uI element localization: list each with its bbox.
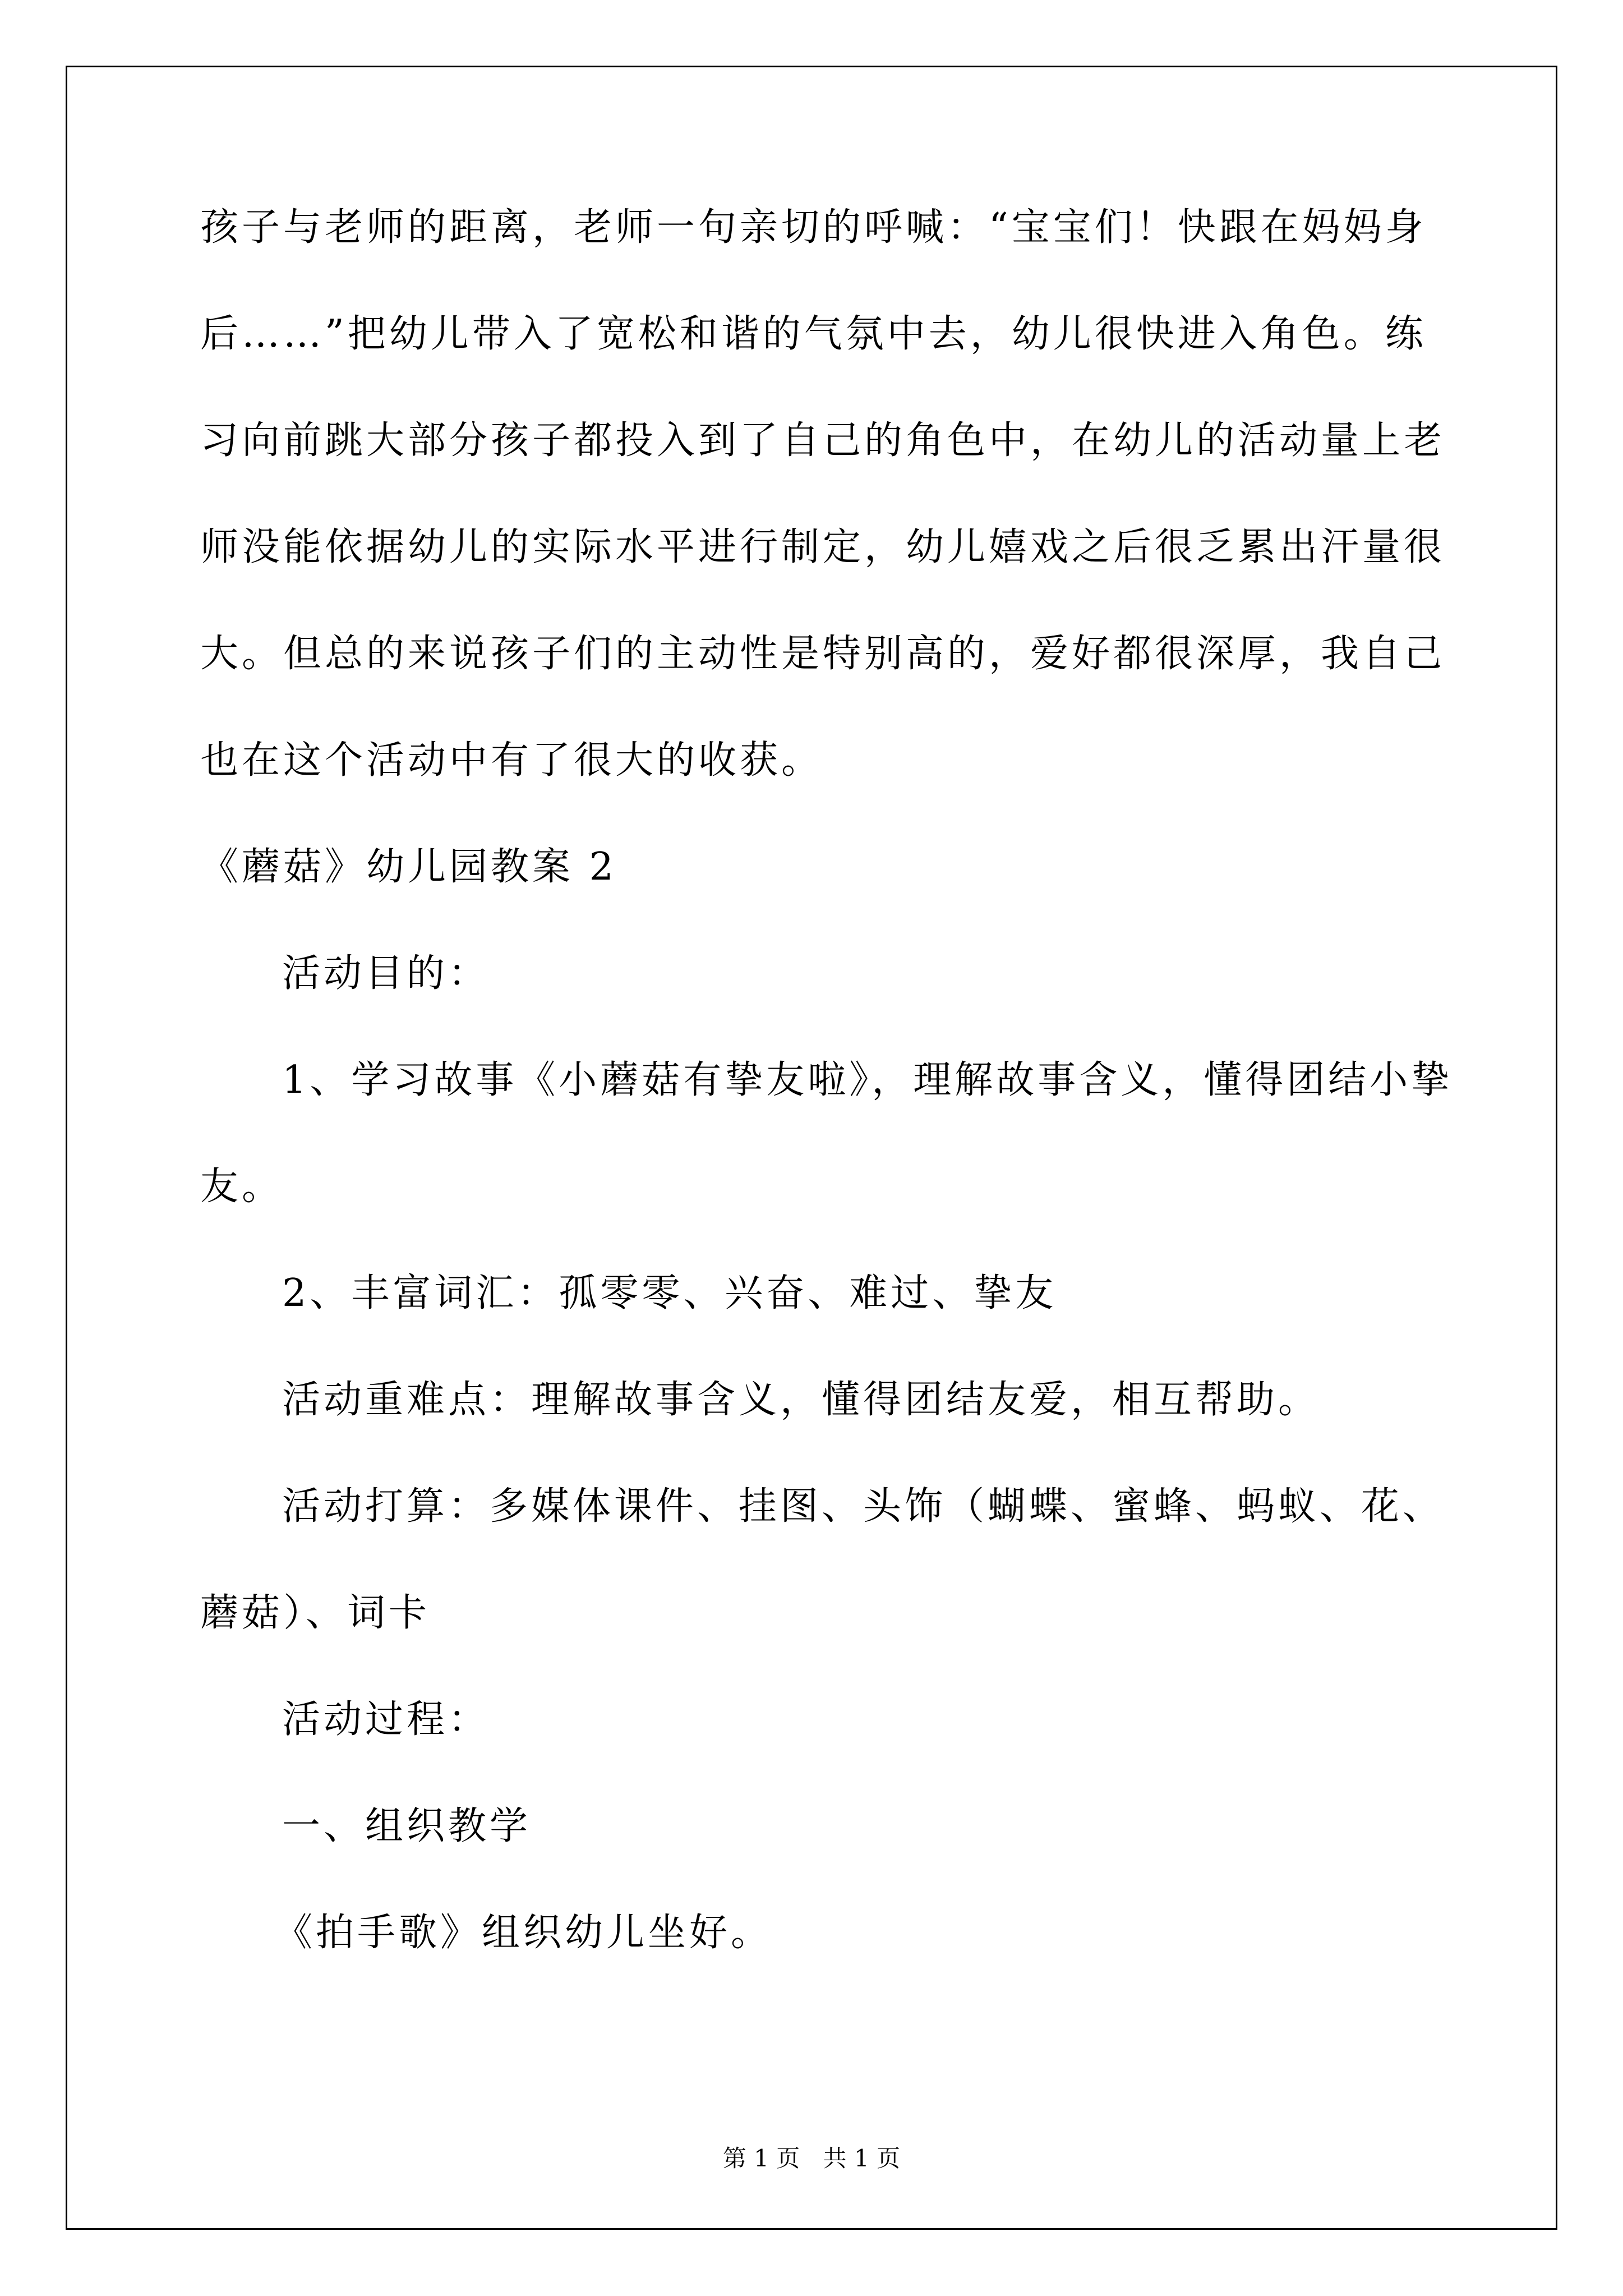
paragraph-line: 后……”把幼儿带入了宽松和谐的气氛中去，幼儿很快进入角色。练: [200, 312, 1427, 356]
paragraph-line: 活动重难点：理解故事含义，懂得团结友爱，相互帮助。: [282, 1378, 1320, 1422]
paragraph-line: 1、学习故事《小蘑菇有挚友啦》，理解故事含义，懂得团结小挚: [282, 1058, 1453, 1102]
paragraph-line: 也在这个活动中有了很大的收获。: [200, 738, 823, 783]
page-total: 共 1 页: [823, 2145, 901, 2172]
paragraph-line: 2、丰富词汇：孤零零、兴奋、难过、挚友: [282, 1271, 1057, 1315]
paragraph-line: 一、组织教学: [282, 1804, 532, 1848]
paragraph-line: 孩子与老师的距离，老师一句亲切的呼喊：“宝宝们！快跟在妈妈身: [200, 205, 1427, 250]
paragraph-line: 活动目的：: [282, 951, 490, 996]
paragraph-line: 师没能依据幼儿的实际水平进行制定，幼儿嬉戏之后很乏累出汗量很: [200, 525, 1446, 569]
paragraph-line: 活动打算：多媒体课件、挂图、头饰（蝴蝶、蜜蜂、蚂蚁、花、: [282, 1484, 1445, 1529]
paragraph-line: 蘑菇）、词卡: [200, 1591, 431, 1635]
paragraph-line: 《拍手歌》组织幼儿坐好。: [274, 1911, 773, 1955]
paragraph-line: 活动过程：: [282, 1697, 490, 1742]
page-footer: [0, 2140, 1623, 2174]
paragraph-line: 友。: [200, 1165, 284, 1209]
page-number: 第 1 页: [722, 2145, 800, 2172]
page-border: [66, 66, 1557, 2230]
section-heading: 《蘑菇》幼儿园教案 2: [200, 845, 617, 889]
paragraph-line: 习向前跳大部分孩子都投入到了自己的角色中，在幼儿的活动量上老: [200, 418, 1446, 463]
paragraph-line: 大。但总的来说孩子们的主动性是特别高的，爱好都很深厚，我自己: [200, 632, 1446, 676]
